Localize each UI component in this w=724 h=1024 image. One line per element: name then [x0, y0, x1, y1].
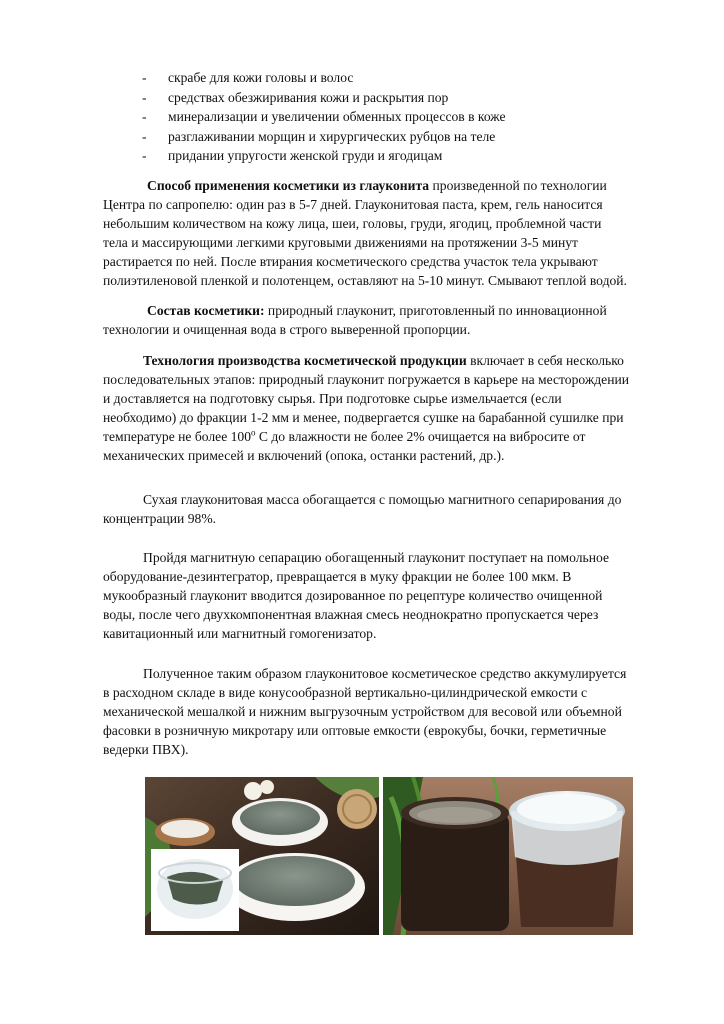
list-item [142, 107, 662, 127]
text-line: кавитационный или магнитный гомогенизатор. [103, 626, 377, 641]
list-item-text: разглаживании морщин и хирургических рубцов на теле [168, 128, 496, 144]
jar-and-tub-illustration [383, 777, 633, 935]
list-item-text: придании упругости женской груди и ягодицам [168, 148, 443, 164]
list-item [142, 68, 662, 88]
text-line: в расходном складе в виде конусообразной вертикально-цилиндрической емкости с [103, 685, 588, 700]
list-item-text: скрабе для кожи головы и волос [168, 70, 354, 85]
text-segment: С до влажности не более 2% очищается на вибросите от [255, 429, 586, 444]
text-line: природный глауконит, приготовленный по инновационной [264, 303, 607, 318]
text-line: воды, после чего двухкомпонентная влажная смесь неоднократно пропускается через [103, 607, 599, 622]
text-line: и доставляется на подготовку сырья. При подготовке сырье измельчается (если [103, 391, 562, 406]
text-line: фасовки в розничную микротару или оптовые емкости (еврокубы, бочки, герметичные [103, 723, 607, 738]
clay-bowls-photo [145, 777, 379, 935]
paragraph-enrichment [103, 490, 675, 528]
paragraph-application-method [103, 176, 675, 290]
benefits-list [142, 68, 662, 166]
text-line: Центра по сапропелю: один раз в 5-7 дней. Глауконитовая паста, крем, гель наносится [103, 197, 603, 212]
list-item [142, 88, 662, 108]
bullet-marker: - [142, 109, 147, 125]
bullet-marker: - [142, 89, 147, 105]
text-line: Сухая глауконитовая масса обогащается с помощью магнитного сепарирования до [143, 492, 622, 507]
degree-superscript: о [251, 427, 256, 438]
paragraph-storage [103, 664, 675, 759]
jar-and-tub-photo [383, 777, 633, 935]
bullet-marker: - [142, 128, 147, 144]
text-line: тела и массирующими легкими круговыми движениями на протяжении 3-5 минут [103, 235, 578, 250]
bullet-marker: - [142, 70, 147, 85]
paragraph-heading: Состав косметики: [147, 303, 265, 318]
text-line: оборудование-дезинтегратор, превращается в муку фракции не более 100 мкм. В [103, 569, 572, 584]
text-line: растирается по ней. После втирания косметического средства участок тела укрывают [103, 254, 598, 269]
text-line: технологии и очищенная вода в строго выверенной пропорции. [103, 322, 471, 337]
text-segment: температуре не более 100 [103, 429, 252, 444]
text-line: механических примесей и включений (опока, останки растений, др.). [103, 448, 505, 463]
text-line: последовательных этапов: природный глауконит погружается в карьере на месторождении [103, 372, 630, 387]
paragraph-heading: Технология производства косметической продукции [143, 353, 467, 368]
text-line: ведерки ПВХ). [103, 742, 189, 757]
text-line [103, 427, 675, 446]
text-line: Полученное таким образом глауконитовое косметическое средство аккумулируется [143, 666, 627, 681]
text-line: необходимо) до фракции 1-2 мм и менее, подвергается сушке на барабанной сушилке при [103, 410, 624, 425]
paragraph-heading: Способ применения косметики из глауконита [147, 178, 430, 193]
list-item-text: минерализации и увеличении обменных процессов в коже [168, 109, 506, 125]
paragraph-production-technology [103, 351, 675, 465]
text-line: Пройдя магнитную сепарацию обогащенный глауконит поступает на помольное [143, 550, 610, 565]
text-line: мукообразный глауконит вводится дозированное по рецептуре количество очищенной [103, 588, 603, 603]
text-line: механической мешалкой и нижним выгрузочным устройством для весовой или объемной [103, 704, 622, 719]
paragraph-composition [103, 301, 675, 339]
text-line: небольшим количеством на кожу лица, шеи, головы, груди, ягодиц, проблемной части [103, 216, 602, 231]
text-line: полиэтиленовой пленкой и полотенцем, оставляют на 5-10 минут. Смывают теплой водой. [103, 273, 627, 288]
paragraph-grinding [103, 548, 675, 643]
bullet-marker: - [142, 148, 147, 164]
clay-bowls-illustration [145, 777, 379, 935]
text-line: произведенной по технологии [429, 178, 607, 193]
list-item-text: средствах обезжиривания кожи и раскрытия пор [168, 89, 449, 105]
text-line: концентрации 98%. [103, 511, 217, 526]
list-item [142, 146, 662, 166]
list-item [142, 127, 662, 147]
text-line: включает в себя несколько [466, 353, 624, 368]
